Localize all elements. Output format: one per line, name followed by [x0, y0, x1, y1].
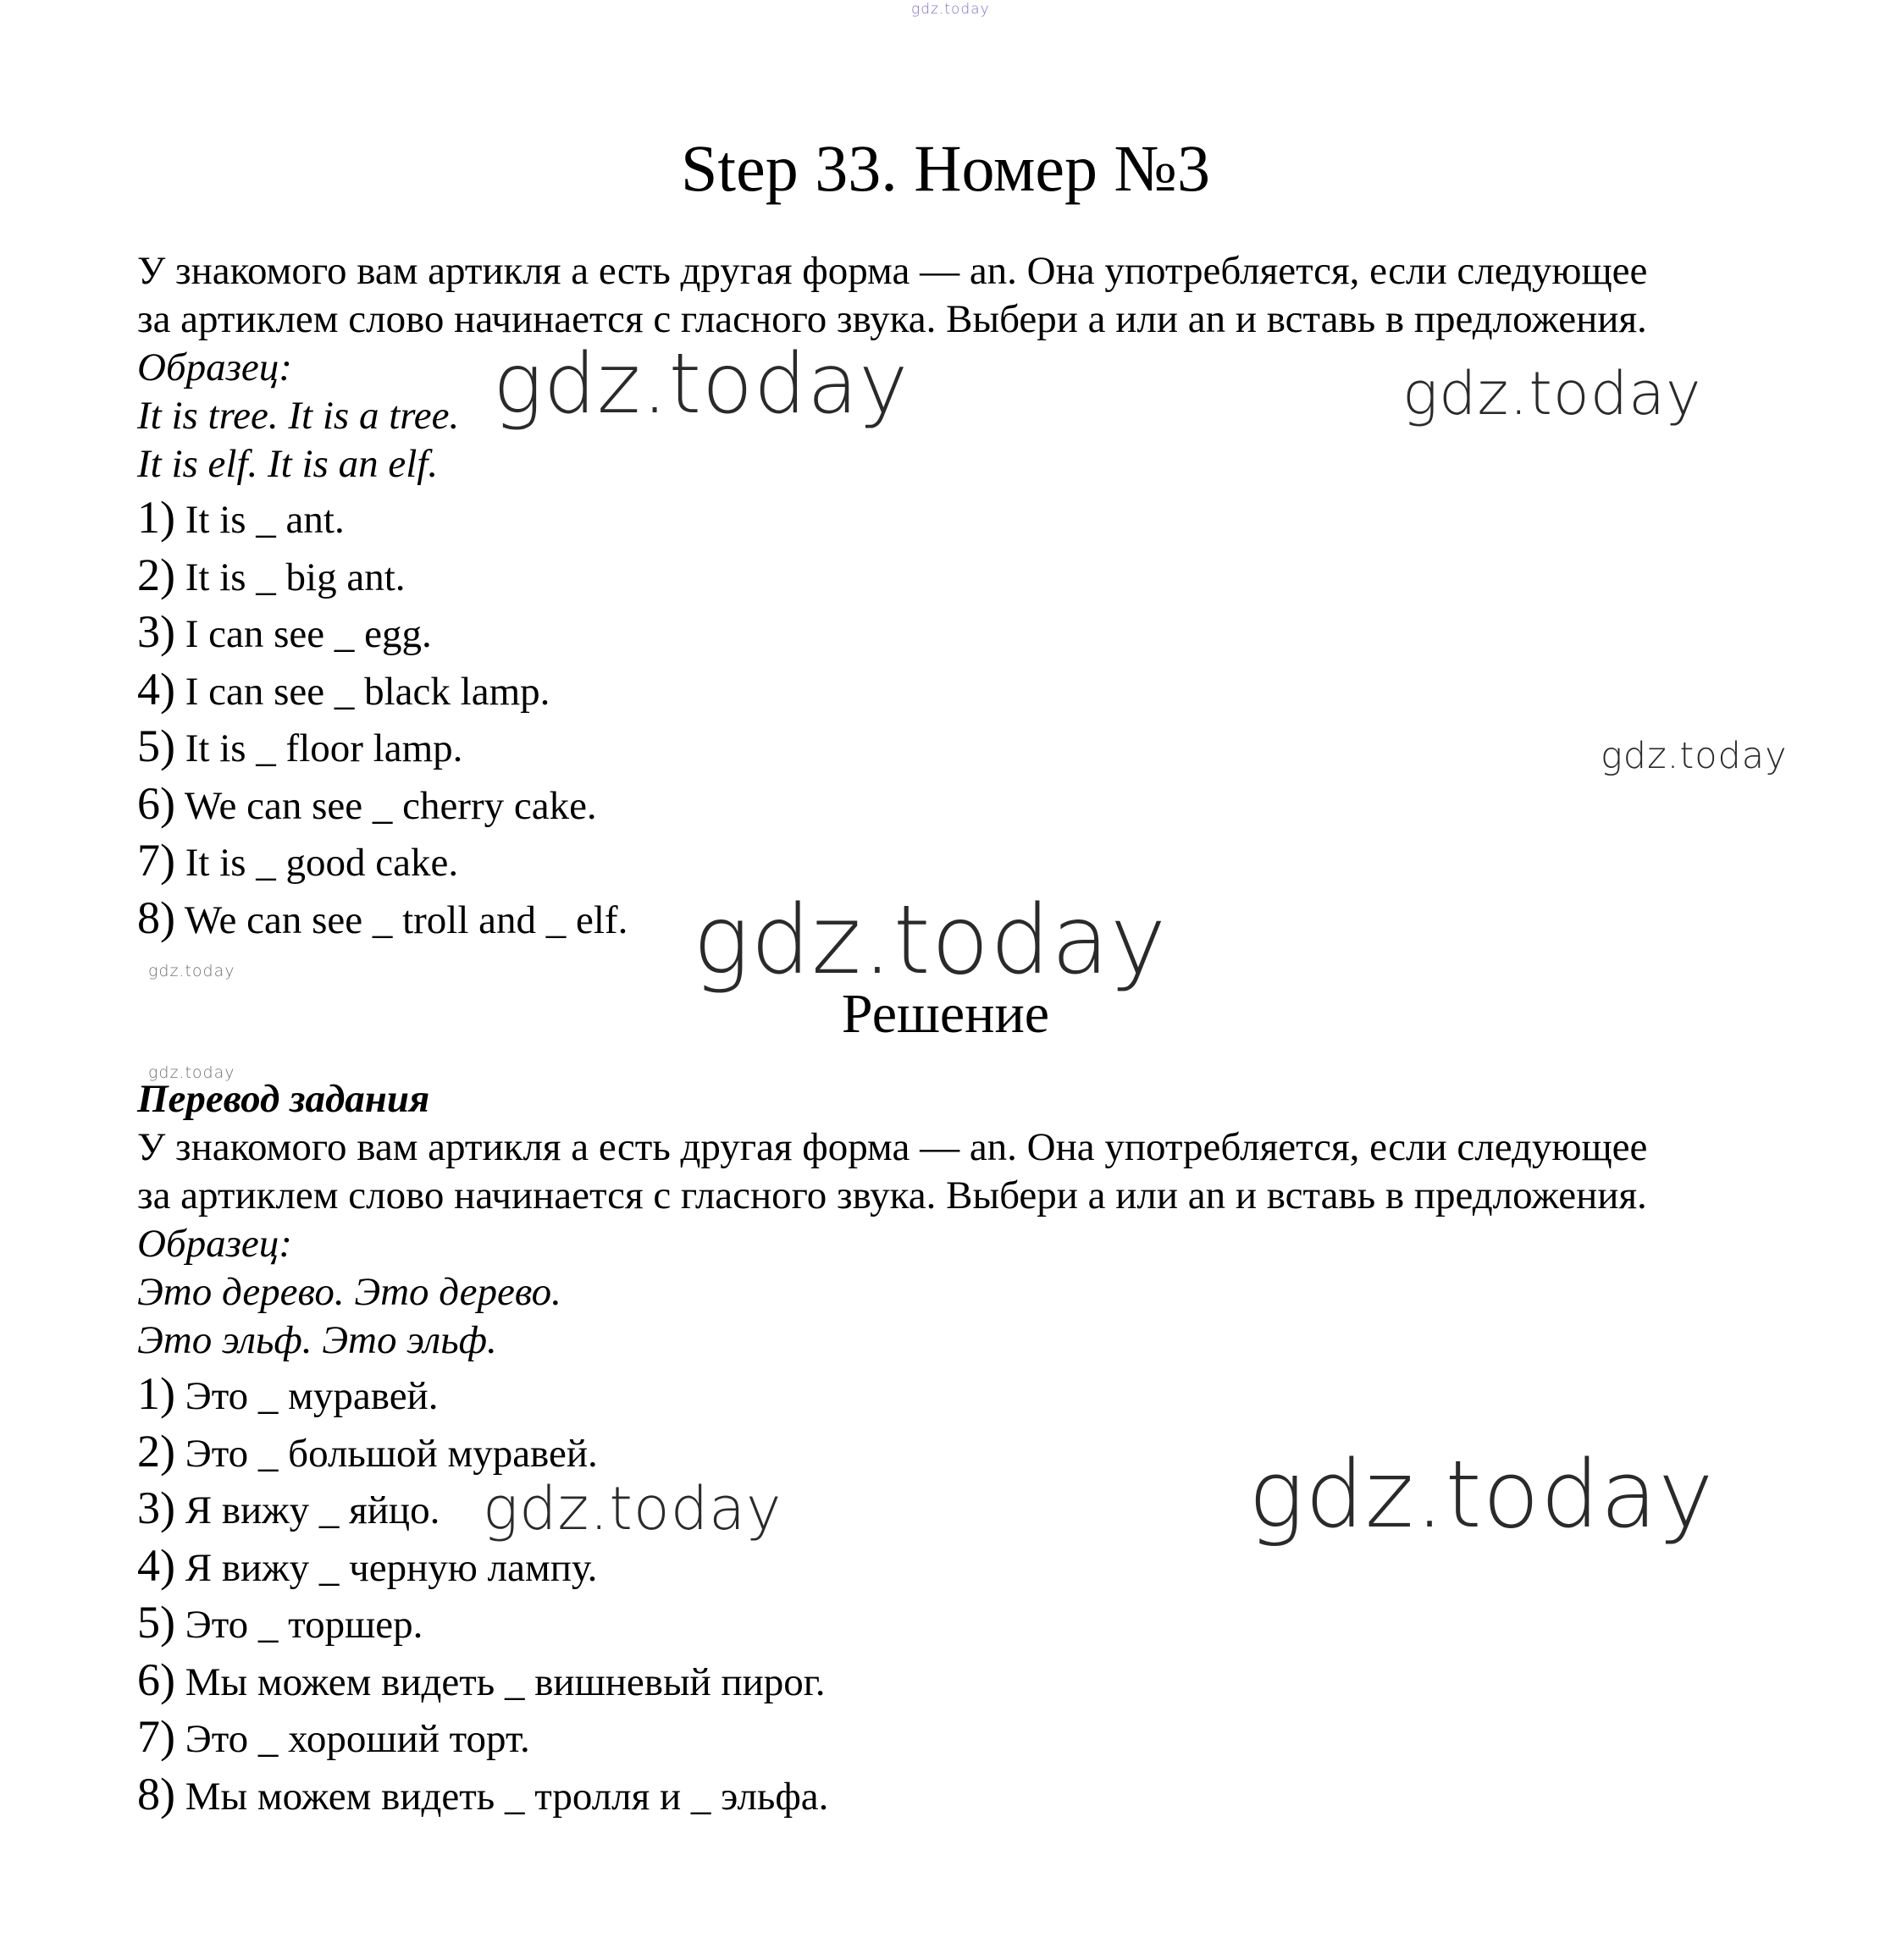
task-text-line: за артиклем слово начинается с гласного звука. Выбери a или an и вставь в предложения. [137, 297, 1647, 341]
watermark: gdz.today [148, 1063, 235, 1082]
list-item: 4) I can see _ black lamp. [137, 663, 550, 715]
list-item: 2) Это _ большой муравей. [137, 1425, 598, 1477]
solution-heading: Решение [841, 983, 1050, 1045]
list-item: 5) It is _ floor lamp. [137, 721, 463, 771]
page-title: Step 33. Номер №3 [681, 131, 1210, 205]
watermark: gdz.today [1402, 359, 1702, 428]
sample-line: Это дерево. Это дерево. [137, 1270, 561, 1314]
watermark: gdz.today [1248, 1440, 1715, 1549]
watermark: gdz.today [148, 962, 235, 980]
translation-heading: Перевод задания [137, 1077, 430, 1121]
list-item: 7) It is _ good cake. [137, 835, 459, 886]
list-item: 5) Это _ торшер. [137, 1597, 423, 1648]
task-text-line: У знакомого вам артикля a есть другая форма — an. Она употребляется, если следующее [137, 249, 1648, 293]
watermark: gdz.today [693, 886, 1168, 996]
list-item: 1) Это _ муравей. [137, 1368, 439, 1419]
list-item: 2) It is _ big ant. [137, 549, 406, 600]
list-item: 4) Я вижу _ черную лампу. [137, 1539, 598, 1591]
watermark: gdz.today [493, 336, 910, 433]
sample-line: It is elf. It is an elf. [137, 442, 439, 486]
translation-text-line: У знакомого вам артикля a есть другая форма — an. Она употребляется, если следующее [137, 1125, 1648, 1169]
exercise-list [137, 489, 1831, 947]
list-item: 6) We can see _ cherry cake. [137, 777, 597, 829]
translation-list [137, 1366, 1831, 1823]
list-item: 8) Мы можем видеть _ тролля и _ эльфа. [137, 1768, 829, 1819]
list-item: 3) I can see _ egg. [137, 606, 432, 657]
sample-label: Образец: [137, 345, 292, 389]
watermark: gdz.today [1601, 735, 1788, 777]
sample-line: It is tree. It is a tree. [137, 394, 460, 438]
list-item: 1) It is _ ant. [137, 492, 345, 543]
list-item: 3) Я вижу _ яйцо. [137, 1482, 440, 1533]
list-item: 8) We can see _ troll and _ elf. [137, 892, 628, 943]
watermark: gdz.today [483, 1474, 782, 1543]
sample-line: Это эльф. Это эльф. [137, 1318, 497, 1362]
task-section [137, 247, 1831, 947]
translation-text-line: за артиклем слово начинается с гласного звука. Выбери a или an и вставь в предложения. [137, 1173, 1647, 1217]
list-item: 6) Мы можем видеть _ вишневый пирог. [137, 1654, 826, 1705]
watermark-top: gdz.today [911, 1, 990, 18]
list-item: 7) Это _ хороший торт. [137, 1711, 530, 1762]
sample-label: Образец: [137, 1222, 292, 1266]
